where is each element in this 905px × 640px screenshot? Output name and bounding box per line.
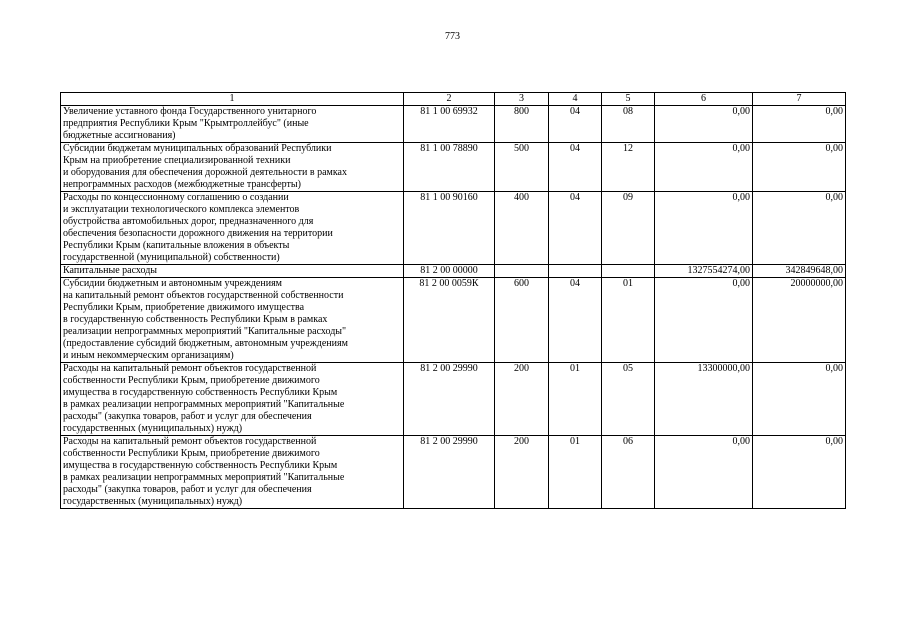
section-code: 01 <box>549 436 602 509</box>
section-code: 04 <box>549 278 602 363</box>
subsection-code: 12 <box>602 143 655 192</box>
expense-type-code: 800 <box>495 106 549 143</box>
amount-col6: 13300000,00 <box>655 363 753 436</box>
budget-table <box>60 92 846 509</box>
subsection-code: 05 <box>602 363 655 436</box>
expense-type-code: 200 <box>495 363 549 436</box>
section-code: 04 <box>549 192 602 265</box>
target-code: 81 2 00 29990 <box>404 363 495 436</box>
subsection-code: 06 <box>602 436 655 509</box>
target-code: 81 1 00 78890 <box>404 143 495 192</box>
section-code: 04 <box>549 106 602 143</box>
column-header: 7 <box>753 93 846 106</box>
amount-col7: 0,00 <box>753 106 846 143</box>
section-code: 01 <box>549 363 602 436</box>
expense-name: Расходы по концессионному соглашению о создании и эксплуатации технологического комплекса элементов обустройства автомобильных дорог, предназначенного для обеспечения безопасности дорожного движения на территории Республики Крым (капитальные вложения в объекты государственной (муниципальной) собственности) <box>61 192 404 265</box>
expense-name: Расходы на капитальный ремонт объектов государственной собственности Республики Крым, приобретение движимого имущества в государственную собственность Республики Крым в рамках реализации непрограммных мероприятий "Капитальные расходы" (закупка товаров, работ и услуг для обеспечения государственных (муниципальных) нужд) <box>61 436 404 509</box>
table-row <box>61 106 846 143</box>
expense-name: Субсидии бюджетам муниципальных образований Республики Крым на приобретение специализированной техники и оборудования для обеспечения дорожной деятельности в рамках непрограммных расходов (межбюджетные трансферты) <box>61 143 404 192</box>
amount-col7: 0,00 <box>753 363 846 436</box>
expense-type-code: 600 <box>495 278 549 363</box>
expense-name: Увеличение уставного фонда Государственного унитарного предприятия Республики Крым "Крымтроллейбус" (иные бюджетные ассигнования) <box>61 106 404 143</box>
subsection-code: 09 <box>602 192 655 265</box>
amount-col6: 0,00 <box>655 278 753 363</box>
column-header: 3 <box>495 93 549 106</box>
column-header: 2 <box>404 93 495 106</box>
header-row <box>61 93 846 106</box>
subsection-code: 08 <box>602 106 655 143</box>
expense-name: Капитальные расходы <box>61 265 404 278</box>
section-code <box>549 265 602 278</box>
amount-col7: 0,00 <box>753 143 846 192</box>
section-code: 04 <box>549 143 602 192</box>
expense-name: Субсидии бюджетным и автономным учреждениям на капитальный ремонт объектов государственной собственности Республики Крым, приобретение движимого имущества в государственную собственность Республики Крым в рамках реализации непрограммных мероприятий "Капитальные расходы" (предоставление субсидий бюджетным, автономным учреждениям и иным некоммерческим организациям) <box>61 278 404 363</box>
subsection-code: 01 <box>602 278 655 363</box>
amount-col7: 0,00 <box>753 192 846 265</box>
amount-col7: 0,00 <box>753 436 846 509</box>
expense-name: Расходы на капитальный ремонт объектов государственной собственности Республики Крым, приобретение движимого имущества в государственную собственность Республики Крым в рамках реализации непрограммных мероприятий "Капитальные расходы" (закупка товаров, работ и услуг для обеспечения государственных (муниципальных) нужд) <box>61 363 404 436</box>
table-row <box>61 192 846 265</box>
column-header: 5 <box>602 93 655 106</box>
target-code: 81 2 00 00000 <box>404 265 495 278</box>
expense-type-code: 400 <box>495 192 549 265</box>
expense-type-code <box>495 265 549 278</box>
amount-col6: 0,00 <box>655 106 753 143</box>
target-code: 81 1 00 90160 <box>404 192 495 265</box>
amount-col7: 342849648,00 <box>753 265 846 278</box>
amount-col6: 1327554274,00 <box>655 265 753 278</box>
expense-type-code: 200 <box>495 436 549 509</box>
table-row <box>61 278 846 363</box>
target-code: 81 2 00 0059К <box>404 278 495 363</box>
table-row <box>61 436 846 509</box>
expense-type-code: 500 <box>495 143 549 192</box>
table-row <box>61 363 846 436</box>
table-row <box>61 265 846 278</box>
page-number: 773 <box>445 31 460 42</box>
amount-col6: 0,00 <box>655 192 753 265</box>
table-row <box>61 143 846 192</box>
target-code: 81 2 00 29990 <box>404 436 495 509</box>
column-header: 4 <box>549 93 602 106</box>
amount-col6: 0,00 <box>655 143 753 192</box>
subsection-code <box>602 265 655 278</box>
amount-col6: 0,00 <box>655 436 753 509</box>
amount-col7: 20000000,00 <box>753 278 846 363</box>
column-header: 1 <box>61 93 404 106</box>
target-code: 81 1 00 69932 <box>404 106 495 143</box>
column-header: 6 <box>655 93 753 106</box>
